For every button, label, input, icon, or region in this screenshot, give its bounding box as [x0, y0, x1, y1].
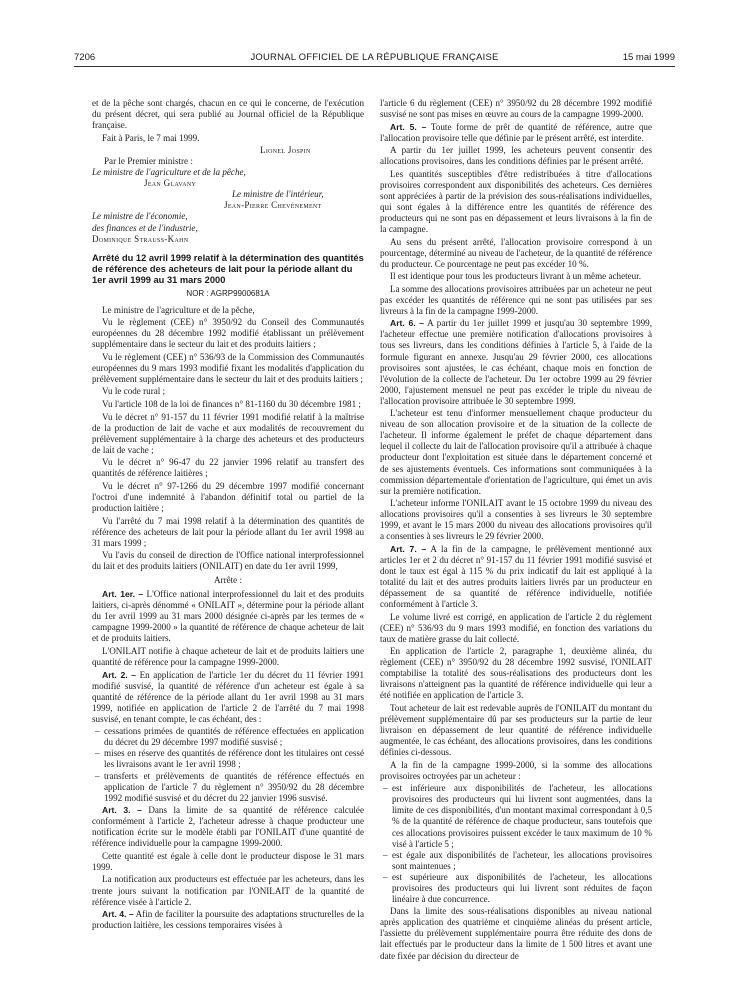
article-4-label: Art. 4. – [102, 909, 134, 920]
article-5-para: Au sens du présent arrêté, l'allocation provisoire correspond à un pourcentage, déterminé au niveau de l'acheteur, de la quantité de référence du producteur. Ce pourcentage ne peut pas excéder 10 %. [380, 236, 652, 269]
article-7-final-para: Dans la limite des sous-réalisations disponibles au niveau national après application des quatrième et cinquième alinéas du présent article, l'assiette du prélèvement supplémentaire pourra être réduite des dons de lait effectués par le producteur dans la limite de 1 500 litres et avant une date fixée par décision du directeur de [380, 906, 652, 961]
article-1-text: L'Office national interprofessionnel du lait et des produits laitiers, ci-après dénommé « ONILAIT », détermine pour la période allant du 1er avril 1999 au 31 mars 2000 désignée ci-après par les termes de « campagne 1999-2000 » la quantité de référence de chaque acheteur de lait et de produits laitiers. [92, 589, 364, 644]
list-item: – est supérieure aux disponibilités de l'acheteur, les allocations provisoires des producteurs qui lui livrent sont réduites de façon linéaire à due concurrence. [380, 872, 652, 905]
visa: Vu le règlement (CEE) n° 3950/92 du Conseil des Communautés européennes du 28 décembre 1992 modifié établissant un prélèvement supplémentaire dans le secteur du lait et des produits laitiers ; [92, 317, 364, 350]
header-rule [74, 66, 675, 67]
article-1-para: L'ONILAIT notifie à chaque acheteur de lait et de produits laitiers une quantité de référence pour la campagne 1999-2000. [92, 646, 364, 668]
arrete-heading: Arrête : [213, 575, 243, 586]
article-4-continued: l'article 6 du règlement (CEE) n° 3950/92 du 28 décembre 1992 modifié susvisé ne sont pas mises en œuvre au cours de la campagne 1999-2000. [380, 98, 652, 120]
visa: Vu le code rural ; [102, 386, 166, 397]
page-number: 7206 [74, 52, 96, 63]
article-7-para: Le volume livré est corrigé, en application de l'article 2 du règlement (CEE) n° 536/93 du 9 mars 1993 modifié, en fonction des variations du taux de matière grasse du lait collecté. [380, 611, 652, 644]
visas-list [92, 305, 364, 573]
right-column [380, 98, 652, 963]
article-5-para: Il est identique pour tous les producteurs livrant à un même acheteur. [390, 271, 642, 282]
article-7 [380, 544, 652, 610]
article-2-label: Art. 2. – [102, 669, 137, 680]
article-6-label: Art. 6. – [390, 318, 425, 329]
article-1-label: Art. 1er. – [102, 589, 144, 600]
article-1 [92, 589, 364, 644]
place-date: Fait à Paris, le 7 mai 1999. [102, 132, 200, 143]
visa: Vu le décret n° 97-1266 du 29 décembre 1997 modifié concernant l'octroi d'une indemnité à l'abandon définitif total ou partiel de la production laitière ; [92, 480, 364, 513]
left-column [92, 98, 364, 933]
article-3-text: Dans la limite de sa quantité de référence calculée conformément à l'article 2, l'acheteur adresse à chaque producteur une notification écrite sur le modèle établi par l'ONILAIT d'une quantité de référence individuelle pour la campagne 1999-2000. [92, 805, 364, 849]
list-item: – mises en réserve des quantités de référence dont les titulaires ont cessé les livraisons avant le 1er avril 1998 ; [92, 748, 364, 770]
article-4 [92, 909, 364, 931]
signature-prime-minister: Lionel Jospin [260, 145, 311, 156]
nor-reference: NOR : AGRP9900681A [186, 288, 270, 298]
article-6-text: A partir du 1er juillet 1999 et jusqu'au 30 septembre 1999, l'acheteur effectue une première notification d'allocations provisoires à tous ses livreurs, dans les conditions définies à l'article 5, à l'aide de la formule figurant en annexe. Jusqu'au 29 février 2000, ces allocations provisoires sont ajustées, le cas échéant, chaque mois en fonction de l'évolution de la collecte de l'acheteur. Du 1er octobre 1999 au 29 février 2000, l'ajustement mensuel ne peut pas excéder le triple du niveau de l'allocation provisoire attribuée le 30 septembre 1999. [380, 318, 652, 406]
article-2-text: En application de l'article 1er du décret du 11 février 1991 modifié susvisé, la quantité de référence d'un acheteur est égale à sa quantité de référence de la période allant du 1er avril 1998 au 31 mars 1999, notifiée en application de l'article 2 de l'arrêté du 7 mai 1998 susvisé, en tenant compte, le cas échéant, des : [92, 669, 364, 724]
minister-economy-name: Dominique Strauss-Kahn [92, 233, 189, 244]
minister-agriculture-name: Jean Glavany [144, 178, 197, 189]
article-3 [92, 805, 364, 849]
article-2 [92, 670, 364, 725]
issue-date: 15 mai 1999 [622, 52, 675, 63]
list-item: – est égale aux disponibilités de l'acheteur, les allocations provisoires sont maintenues ; [380, 850, 652, 872]
visa: Vu l'arrêté du 7 mai 1998 relatif à la détermination des quantités de référence des acheteurs de lait pour la période allant du 1er avril 1998 au 31 mars 1999 ; [92, 515, 364, 548]
minister-interior-title: Le ministre de l'intérieur, [232, 189, 324, 200]
article-5-label: Art. 5. – [390, 121, 427, 132]
article-5-para: La somme des allocations provisoires attribuées par un acheteur ne peut pas excéder les quantités de référence qui ne sont pas utilisées par ses livreurs à la fin de la campagne 1999-2000. [380, 283, 652, 316]
visa: Vu l'avis du conseil de direction de l'Office national interprofessionnel du lait et des produits laitiers (ONILAIT) en date du 1er avril 1999, [92, 550, 364, 572]
article-7-para: A la fin de la campagne 1999-2000, si la somme des allocations provisoires octroyées par un acheteur : [380, 759, 652, 781]
minister-economy-title-1: Le ministre de l'économie, [92, 211, 188, 222]
list-item: – est inférieure aux disponibilités de l'acheteur, les allocations provisoires des producteurs qui lui livrent sont augmentées, dans la limite de ces disponibilités, d'un montant maximal correspondant à 0,5 % de la quantité de référence de chaque producteur, sans toutefois que ces allocations provisoires puissent excéder le taux maximum de 10 % visé à l'article 5 ; [380, 783, 652, 849]
minister-economy-title-2: des finances et de l'industrie, [92, 222, 198, 233]
visa: Vu le décret n° 96-47 du 22 janvier 1996 relatif au transfert des quantités de référence laitières ; [92, 457, 364, 479]
article-5 [380, 122, 652, 144]
article-3-para: La notification aux producteurs est effectuée par les acheteurs, dans les trente jours suivant la notification par l'ONILAIT de la quantité de référence visée à l'article 2. [92, 874, 364, 907]
article-6-para: L'acheteur est tenu d'informer mensuellement chaque producteur du niveau de son allocation provisoire et de la situation de la collecte de l'acheteur. Il informe également le préfet de chaque département dans lequel il collecte du lait de l'allocation provisoire qu'il a attribuée à chaque producteur dont l'exploitation est située dans le département concerné et de ses ajustements éventuels. Ces informations sont communiquées à la commission départementale d'orientation de l'agriculture, qui émet un avis sur la première notification. [380, 408, 652, 496]
article-2-list [92, 726, 364, 803]
article-6-para: L'acheteur informe l'ONILAIT avant le 15 octobre 1999 du niveau des allocations provisoires qu'il a consenties à ses livreurs le 30 septembre 1999, et avant le 15 mars 2000 du niveau des allocations provisoires qu'il a consenties à ses livreurs le 29 février 2000. [380, 498, 652, 542]
article-7-text: A la fin de la campagne, le prélèvement mentionné aux articles 1er et 2 du décret n° 91-157 du 11 février 1991 modifié susvisé et dont le taux est égal à 115 % du prix indicatif du lait est appliqué à la totalité du lait et des autres produits laitiers livrés par un producteur en dépassement de sa quantité de référence individuelle, notifiée conformément à l'article 3. [380, 543, 652, 610]
list-item: – cessations primées de quantités de référence effectuées en application du décret du 29 décembre 1997 modifié susvisé ; [92, 726, 364, 748]
journal-title: JOURNAL OFFICIEL DE LA RÉPUBLIQUE FRANÇAISE [250, 52, 499, 63]
article-3-label: Art. 3. – [102, 805, 142, 816]
visa: Vu le décret n° 91-157 du 11 février 1991 modifié relatif à la maîtrise de la production de lait de vache et aux modalités de recouvrement du prélèvement supplémentaire à la charge des acheteurs et des producteurs de lait de vache ; [92, 411, 364, 455]
article-7-label: Art. 7. – [390, 543, 427, 554]
list-item: – transferts et prélèvements de quantités de référence effectués en application de l'article 7 du règlement n° 3950/92 du 28 décembre 1992 modifié susvisé et du décret du 22 janvier 1996 susvisé. [92, 771, 364, 804]
minister-agriculture-title: Le ministre de l'agriculture et de la pêche, [92, 167, 246, 178]
visa: Le ministre de l'agriculture et de la pêche, [102, 304, 255, 315]
visa: Vu l'article 108 de la loi de finances n° 81-1160 du 30 décembre 1981 ; [102, 399, 361, 410]
article-7-para: En application de l'article 2, paragraphe 1, deuxième alinéa, du règlement (CEE) n° 3950/92 du 28 décembre 1992 susvisé, l'ONILAIT comptabilise la totalité des sous-réalisations des producteurs dont les livraisons n'atteignent pas la quantité de référence individuelle qui leur a été notifiée en application de l'article 3. [380, 646, 652, 701]
visa: Vu le règlement (CEE) n° 536/93 de la Commission des Communautés européennes du 9 mars 1993 modifié fixant les modalités d'application du prélèvement supplémentaire dans le secteur du lait et des produits laitiers ; [92, 351, 364, 384]
article-3-para: Cette quantité est égale à celle dont le producteur dispose le 31 mars 1999. [92, 850, 364, 872]
article-6 [380, 318, 652, 406]
by-prime-minister: Par le Premier ministre : [104, 156, 193, 167]
decree-ending: et de la pêche sont chargés, chacun en ce qui le concerne, de l'exécution du présent décret, qui sera publié au Journal officiel de la République française. [92, 98, 364, 131]
article-7-list [380, 783, 652, 905]
minister-interior-name: Jean-Pierre Chevènement [224, 200, 322, 211]
article-7-para: Tout acheteur de lait est redevable auprès de l'ONILAIT du montant du prélèvement supplémentaire dû par ses producteurs sur la partie de leur livraison en dépassement de leur quantité de référence individuelle augmentée, le cas échéant, des allocations provisoires, dans les conditions définies ci-dessous. [380, 702, 652, 758]
article-5-para: A partir du 1er juillet 1999, les acheteurs peuvent consentir des allocations provisoires, dans les conditions définies par le présent arrêté. [380, 145, 652, 167]
article-5-text: Toute forme de prêt de quantité de référence, autre que l'allocation provisoire telle que définie par le présent arrêté, est interdite. [380, 121, 653, 143]
arrete-title: Arrêté du 12 avril 1999 relatif à la détermination des quantités de référence des acheteurs de lait pour la période allant du 1er avril 1999 au 31 mars 2000 [92, 252, 364, 285]
article-4-text: Afin de faciliter la poursuite des adaptations structurelles de la production laitière, les cessions temporaires visées à [92, 909, 364, 931]
article-5-para: Les quantités susceptibles d'être redistribuées à titre d'allocations provisoires correspondent aux disponibilités des acheteurs. Ces dernières sont appréciées à partir de la prévision des sous-réalisations individuelles, qui sont égales à la différence entre les quantités de référence des producteurs qui ne sont pas en dépassement et leurs livraisons à la fin de la campagne. [380, 168, 652, 235]
